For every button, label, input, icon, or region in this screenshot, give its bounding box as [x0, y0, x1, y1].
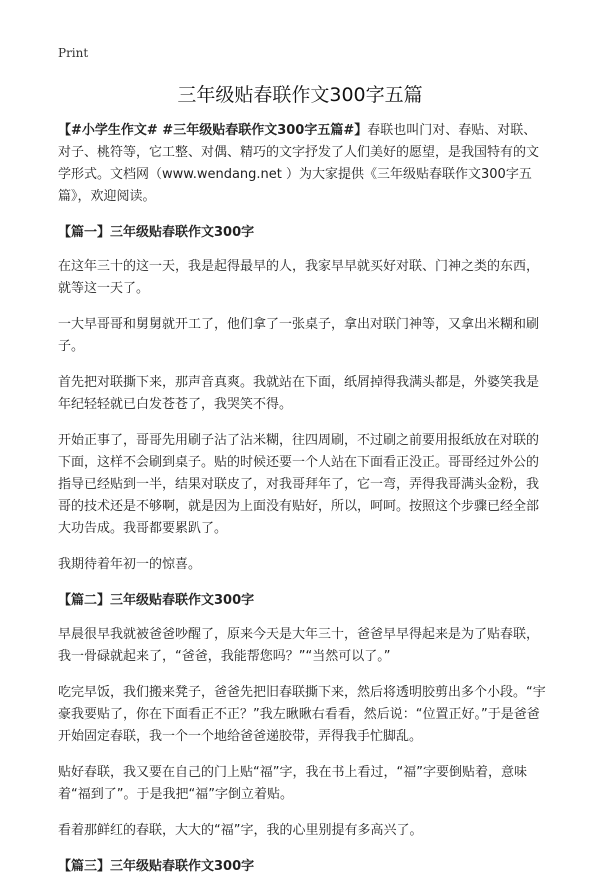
section-heading: 【篇一】三年级贴春联作文300字: [58, 225, 255, 240]
article-body: [58, 120, 548, 890]
paragraph: 在这年三十的这一天，我是起得最早的人，我家早早就买好对联、门神之类的东西，就等这一天了。: [58, 259, 540, 296]
section-heading: 【篇二】三年级贴春联作文300字: [58, 593, 255, 608]
paragraph: 首先把对联撕下来，那声音真爽。我就站在下面，纸屑掉得我满头都是，外婆笑我是年纪轻轻就已白发苍苍了，我哭笑不得。: [58, 375, 540, 412]
page-title: 三年级贴春联作文300字五篇: [177, 84, 423, 106]
paragraph: 一大早哥哥和舅舅就开工了，他们拿了一张桌子，拿出对联门神等，又拿出米糊和刷子。: [58, 317, 540, 354]
paragraph: 看着那鲜红的春联，大大的“福”字，我的心里别提有多高兴了。: [58, 823, 423, 838]
paragraph: 吃完早饭，我们搬来凳子，爸爸先把旧春联撕下来，然后将透明胶剪出多个小段。“宇豪我要贴了，你在下面看正不正？”我左瞅瞅右看看，然后说：“位置正好。”于是爸爸开始固定春联，我一个一个地给爸爸递胶带，弄得我手忙脚乱。: [58, 685, 546, 744]
paragraph: 我期待着年初一的惊喜。: [58, 557, 202, 572]
section-heading: 【篇三】三年级贴春联作文300字: [58, 859, 255, 874]
intro-text: 春联也叫门对、春贴、对联、对子、桃符等，它工整、对偶、精巧的文字抒发了人们美好的愿望，是我国特有的文学形式。文档网（www.wendang.net ）为大家提供《三年级贴春联作文300字五篇》，欢迎阅读。: [58, 123, 540, 204]
paragraph: 开始正事了，哥哥先用刷子沾了沾米糊，往四周刷，不过刷之前要用报纸放在对联的下面，这样不会刷到桌子。贴的时候还要一个人站在下面看正没正。哥哥经过外公的指导已经贴到一半，结果对联皮了，对我哥拜年了，它一弯，弄得我哥满头金粉，我哥的技术还是不够啊，就是因为上面没有贴好，所以，呵呵。按照这个步骤已经全部大功告成。我哥都要累趴了。: [58, 433, 540, 536]
paragraph: 早晨很早我就被爸爸吵醒了，原来今天是大年三十，爸爸早早得起来是为了贴春联，我一骨碌就起来了，“爸爸，我能帮您吗？”“当然可以了。”: [58, 627, 540, 664]
intro-paragraph: [58, 120, 548, 208]
paragraph: 贴好春联，我又要在自己的门上贴“福”字，我在书上看过，“福”字要倒贴着，意味着“福到了”。于是我把“福”字倒立着贴。: [58, 765, 527, 802]
intro-tag: 【#小学生作文# #三年级贴春联作文300字五篇#】: [58, 123, 368, 138]
print-link[interactable]: Print: [58, 46, 89, 60]
